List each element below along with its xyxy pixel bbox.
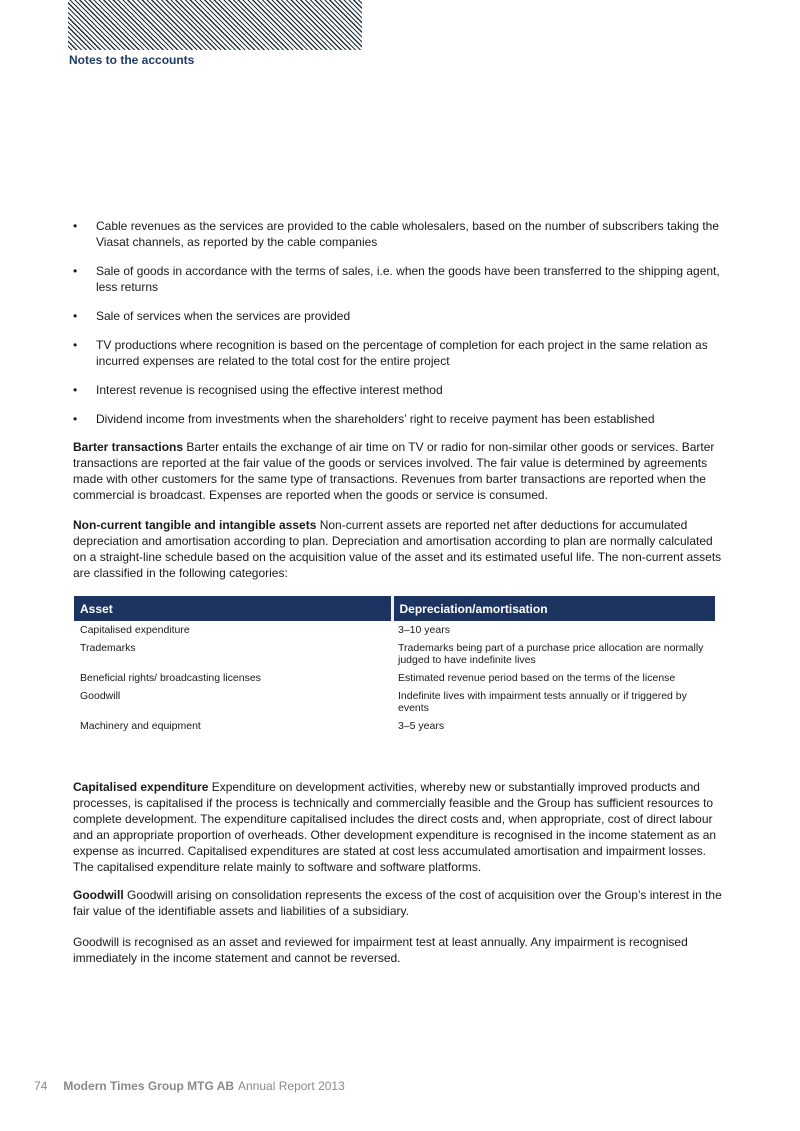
capex-heading: Capitalised expenditure bbox=[73, 780, 209, 794]
table-row bbox=[74, 669, 715, 687]
table-cell-depreciation: 3–10 years bbox=[398, 624, 450, 636]
goodwill-text: Goodwill arising on consolidation represents the excess of the cost of acquisition over the Group’s interest in the fair value of the identifiable assets and liabilities of a subsidiary. bbox=[73, 888, 722, 918]
header-hatch-pattern bbox=[68, 0, 362, 50]
goodwill-impairment-paragraph: Goodwill is recognised as an asset and reviewed for impairment test at least annually. Any impairment is recognised immediately in the income statement and cannot be reversed. bbox=[73, 935, 688, 965]
table-row bbox=[74, 639, 715, 669]
non-current-assets-paragraph bbox=[73, 517, 723, 581]
list-item-text: Dividend income from investments when the shareholders’ right to receive payment has been established bbox=[96, 412, 655, 426]
non-current-text: Non-current assets are reported net after deductions for accumulated depreciation and amortisation according to plan. Depreciation and amortisation according to plan are normally calculated on a straight-line schedule based on the acquisition value of the asset and its estimated useful life. The non-current assets are classified in the following categories: bbox=[73, 518, 722, 580]
goodwill-heading: Goodwill bbox=[73, 888, 124, 902]
page-footer bbox=[34, 1079, 345, 1093]
list-item bbox=[73, 337, 725, 369]
goodwill-paragraph bbox=[73, 887, 723, 919]
bullet-icon: • bbox=[73, 412, 78, 426]
list-item-text: Sale of goods in accordance with the terms of sales, i.e. when the goods have been transferred to the shipping agent, less returns bbox=[96, 264, 720, 294]
revenue-bullet-list bbox=[73, 218, 725, 427]
capitalised-expenditure-paragraph bbox=[73, 779, 723, 875]
table-row bbox=[74, 621, 715, 639]
footer-report: Annual Report 2013 bbox=[238, 1079, 345, 1093]
bullet-icon: • bbox=[73, 338, 78, 352]
capex-text: Expenditure on development activities, whereby new or substantially improved products and processes, is capitalised if the process is technically and commercially feasible and the Group has sufficient resources to complete development. The expenditure capitalised includes the direct costs and, when appropriate, cost of direct labour and an appropriate proportion of overheads. Other development expenditure is recognised in the income statement as an expense as incurred. Capitalised expenditures are stated at cost less accumulated amortisation and impairment losses. The capitalised expenditure relate mainly to software and software platforms. bbox=[73, 780, 717, 874]
table-header-row bbox=[74, 596, 715, 621]
section-title: Notes to the accounts bbox=[69, 53, 195, 67]
list-item-text: Cable revenues as the services are provided to the cable wholesalers, based on the number of subscribers taking the Viasat channels, as reported by the cable companies bbox=[96, 219, 720, 249]
bullet-icon: • bbox=[73, 219, 78, 233]
table-cell-depreciation: 3–5 years bbox=[398, 720, 445, 732]
table-cell-asset: Capitalised expenditure bbox=[80, 624, 190, 636]
bullet-icon: • bbox=[73, 264, 78, 278]
asset-depreciation-table bbox=[74, 596, 715, 735]
table-cell-asset: Machinery and equipment bbox=[80, 720, 201, 732]
table-cell-asset: Goodwill bbox=[80, 690, 121, 702]
list-item bbox=[73, 308, 725, 324]
table-cell-depreciation: Trademarks being part of a purchase price allocation are normally judged to have indefinite lives bbox=[398, 642, 704, 666]
list-item-text: TV productions where recognition is based on the percentage of completion for each project in the same relation as incurred expenses are related to the total cost for the entire project bbox=[96, 338, 708, 368]
page-number: 74 bbox=[34, 1079, 48, 1093]
table-cell-depreciation: Estimated revenue period based on the terms of the license bbox=[398, 672, 676, 684]
table-row bbox=[74, 717, 715, 735]
column-header-asset: Asset bbox=[74, 596, 392, 621]
list-item-text: Interest revenue is recognised using the effective interest method bbox=[96, 383, 443, 397]
footer-company: Modern Times Group MTG AB bbox=[63, 1079, 235, 1093]
barter-text: Barter entails the exchange of air time on TV or radio for non-similar other goods or services. Barter transactions are reported at the fair value of the goods or services involved. The fair value is determined by agreements made with other customers for the same type of transactions. Revenues from barter transactions are reported when the commercial is broadcast. Expenses are reported when the goods or service is consumed. bbox=[73, 440, 715, 502]
list-item bbox=[73, 382, 725, 398]
barter-heading: Barter transactions bbox=[73, 440, 184, 454]
bullet-icon: • bbox=[73, 383, 78, 397]
table-row bbox=[74, 687, 715, 717]
list-item bbox=[73, 263, 725, 295]
table-cell-asset: Beneficial rights/ broadcasting licenses bbox=[80, 672, 261, 684]
list-item bbox=[73, 218, 725, 250]
column-header-depreciation: Depreciation/amortisation bbox=[392, 596, 715, 621]
barter-transactions-paragraph bbox=[73, 439, 723, 503]
table-cell-depreciation: Indefinite lives with impairment tests annually or if triggered by events bbox=[398, 690, 687, 714]
table-cell-asset: Trademarks bbox=[80, 642, 136, 654]
list-item-text: Sale of services when the services are provided bbox=[96, 309, 351, 323]
list-item bbox=[73, 411, 725, 427]
bullet-icon: • bbox=[73, 309, 78, 323]
non-current-heading: Non-current tangible and intangible assets bbox=[73, 518, 317, 532]
